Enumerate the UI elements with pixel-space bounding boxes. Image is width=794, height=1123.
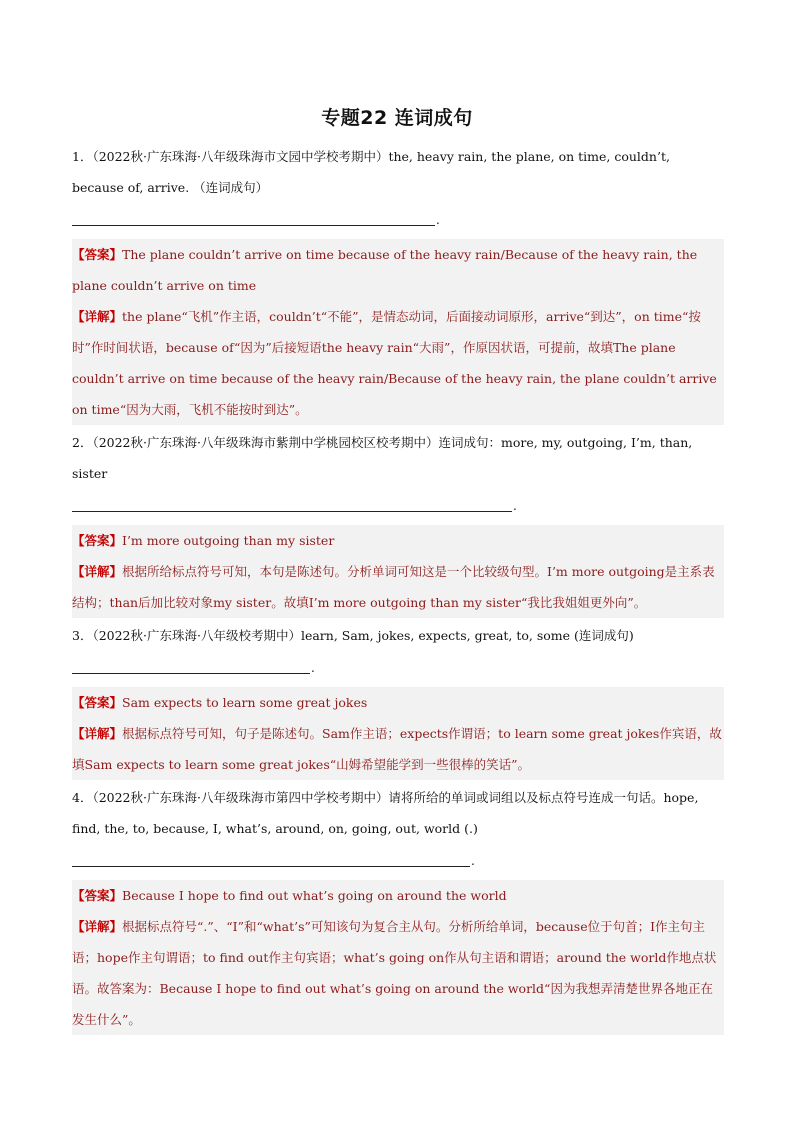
detail-text: the plane“飞机”作主语，couldn’t“不能”，是情态动词，后面接动词原形，arrive“到达”，on time“按时”作时间状语，because of“因为”后接短语the heavy rain“大雨”，作原因状语，可提前，故填The plane couldn’t arrive on time because of the heavy rain/Because of the heavy rain, the plane couldn’t arrive on time“因为大雨，飞机不能按时到达”。: [72, 309, 717, 417]
answer-blank-3[interactable]: .: [72, 651, 724, 683]
detail-text: 根据标点符号可知，句子是陈述句。Sam作主语；expects作谓语；to learn some great jokes作宾语，故填Sam expects to learn some great jokes“山姆希望能学到一些很棒的笑话”。: [72, 726, 722, 772]
answer-tag: 【答案】: [72, 888, 123, 903]
answer-2: [72, 525, 722, 556]
answer-blank-1[interactable]: .: [72, 203, 724, 235]
detail-3: [72, 718, 722, 780]
answer-tag: 【答案】: [72, 247, 123, 262]
answer-text: The plane couldn’t arrive on time because of the heavy rain/Because of the heavy rain, the plane couldn’t arrive on time: [72, 247, 698, 293]
detail-text: 根据所给标点符号可知，本句是陈述句。分析单词可知这是一个比较级句型。I’m more outgoing是主系表结构；than后加比较对象my sister。故填I’m more outgoing than my sister“我比我姐姐更外向”。: [72, 564, 715, 610]
detail-2: [72, 556, 722, 618]
detail-tag: 【详解】: [72, 564, 123, 579]
answer-text: I’m more outgoing than my sister: [122, 533, 335, 548]
answer-box-4: [72, 880, 724, 1035]
question-2-prompt: 2．（2022秋·广东珠海·八年级珠海市紫荆中学桃园校区校考期中）连词成句：more, my, outgoing, I’m, than, sister: [72, 435, 693, 481]
answer-tag: 【答案】: [72, 533, 123, 548]
answer-box-3: [72, 687, 724, 780]
detail-text: 根据标点符号“.”、“I”和“what’s”可知该句为复合主从句。分析所给单词，because位于句首；I作主句主语；hope作主句谓语；to find out作主句宾语；what’s going on作从句主语和谓语；around the world作地点状语。故答案为：Because I hope to find out what’s going on around the world“因为我想弄清楚世界各地正在发生什么”。: [72, 919, 717, 1027]
question-3-prompt: 3．（2022秋·广东珠海·八年级校考期中）learn, Sam, jokes, expects, great, to, some (连词成句): [72, 628, 634, 643]
answer-blank-4[interactable]: .: [72, 844, 724, 876]
question-4-prompt: 4．（2022秋·广东珠海·八年级珠海市第四中学校考期中）请将所给的单词或词组以及标点符号连成一句话。hope, find, the, to, because, I, what’s, around, on, going, out, world (.): [72, 790, 699, 836]
answer-3: [72, 687, 722, 718]
answer-box-2: [72, 525, 724, 618]
detail-4: [72, 911, 722, 1035]
detail-tag: 【详解】: [72, 309, 123, 324]
answer-4: [72, 880, 722, 911]
page-title: 专题22 连词成句: [321, 107, 473, 129]
answer-blank-2[interactable]: .: [72, 489, 724, 521]
answer-box-1: [72, 239, 724, 425]
detail-tag: 【详解】: [72, 726, 123, 741]
answer-text: Sam expects to learn some great jokes: [122, 695, 368, 710]
question-list: [72, 141, 724, 1037]
detail-tag: 【详解】: [72, 919, 123, 934]
answer-1: [72, 239, 722, 301]
answer-text: Because I hope to find out what’s going on around the world: [122, 888, 507, 903]
detail-1: [72, 301, 722, 425]
question-1-prompt: 1．（2022秋·广东珠海·八年级珠海市文园中学校考期中）the, heavy rain, the plane, on time, couldn’t, because of, arrive. （连词成句）: [72, 149, 670, 195]
answer-tag: 【答案】: [72, 695, 123, 710]
